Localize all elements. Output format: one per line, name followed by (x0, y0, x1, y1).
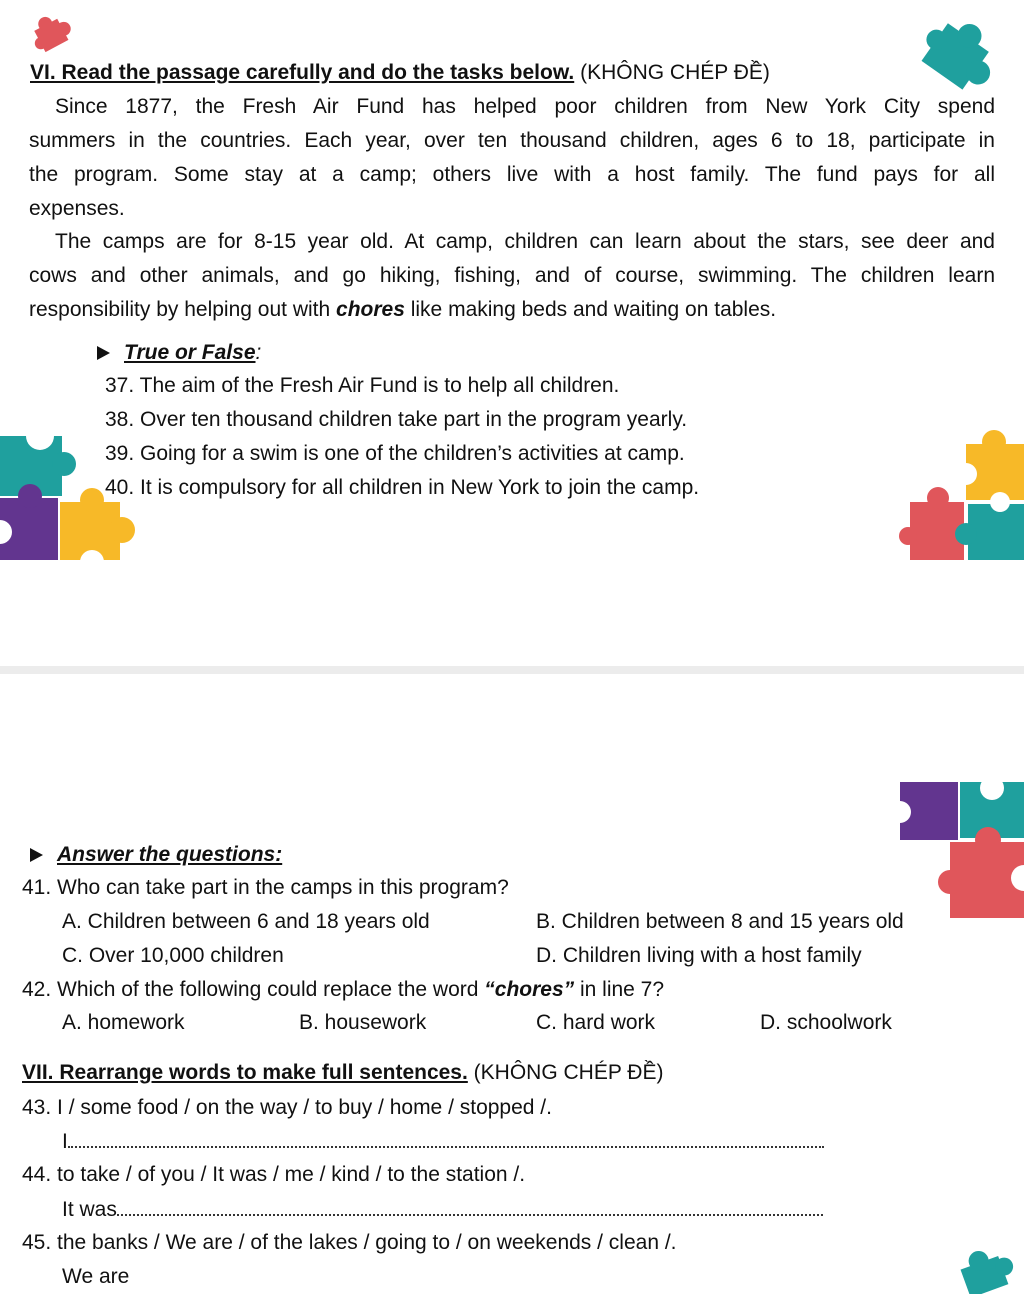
puzzle-piece-teal-icon (910, 14, 1002, 100)
section-vii-heading: VII. Rearrange words to make full sentences. (22, 1061, 468, 1084)
q41-option-b: B. Children between 8 and 15 years old (536, 910, 904, 933)
passage-line-7-after: like making beds and waiting on tables. (404, 298, 777, 321)
section-vii-heading-line (22, 1056, 663, 1090)
section-vi-note: (KHÔNG CHÉP ĐỀ) (580, 61, 770, 84)
passage-line-2: summers in the countries. Each year, over ten thousand children, ages 6 to 18, participate in (29, 129, 995, 152)
arrow-bullet-icon (30, 848, 43, 862)
passage-line-6: cows and other animals, and go hiking, fishing, and of course, swimming. The children learn (29, 264, 995, 287)
puzzle-cluster-right-icon (908, 424, 1024, 564)
section-vi-heading-line (30, 56, 770, 90)
rearrange-43-start: I (62, 1130, 68, 1153)
section-vi-heading: VI. Read the passage carefully and do the tasks below. (30, 61, 575, 84)
passage-line-7 (29, 293, 776, 327)
q42-option-b: B. housework (299, 1011, 427, 1034)
rearrange-43-prompt: 43. I / some food / on the way / to buy / home / stopped /. (22, 1096, 552, 1119)
q42-option-c: C. hard work (536, 1011, 656, 1034)
q41-option-d: D. Children living with a host family (536, 944, 862, 967)
puzzle-piece-red-icon (28, 10, 80, 58)
tf-item-40: 40. It is compulsory for all children in New York to join the camp. (105, 476, 700, 499)
question-42-after: in line 7? (574, 978, 665, 1001)
passage-line-3: the program. Some stay at a camp; others live with a host family. The fund pays for all (29, 163, 995, 186)
rearrange-44-start: It was (62, 1198, 117, 1221)
q41-option-a: A. Children between 6 and 18 years old (62, 910, 430, 933)
q42-option-a: A. homework (62, 1011, 185, 1034)
rearrange-43-answer-line (62, 1124, 824, 1159)
section-vii-note: (KHÔNG CHÉP ĐỀ) (473, 1061, 664, 1084)
rearrange-45-prompt: 45. the banks / We are / of the lakes / going to / on weekends / clean /. (22, 1231, 677, 1254)
passage-line-4: expenses. (29, 197, 125, 220)
rearrange-44-answer-line (62, 1192, 823, 1227)
puzzle-piece-bottom-teal-icon (948, 1250, 1018, 1280)
true-false-label: True or False (124, 341, 256, 364)
passage-word-chores: chores (336, 298, 405, 321)
tf-item-37: 37. The aim of the Fresh Air Fund is to help all children. (105, 374, 620, 397)
passage-line-5: The camps are for 8-15 year old. At camp, children can learn about the stars, see deer and (55, 230, 995, 253)
arrow-bullet-icon (97, 346, 110, 360)
puzzle-cluster-mid-right-icon (888, 782, 1024, 922)
passage-line-7-before: responsibility by helping out with (29, 298, 337, 321)
question-42 (22, 973, 664, 1007)
passage-line-1: Since 1877, the Fresh Air Fund has helped poor children from New York City spend (55, 95, 995, 118)
rearrange-45-start: We are (62, 1265, 130, 1288)
q41-option-c: C. Over 10,000 children (62, 944, 284, 967)
page-separator (0, 666, 1024, 674)
rearrange-44-blank[interactable] (117, 1192, 823, 1216)
rearrange-44-prompt: 44. to take / of you / It was / me / kind / to the station /. (22, 1163, 526, 1186)
rearrange-45-answer-line (62, 1260, 129, 1294)
question-41: 41. Who can take part in the camps in this program? (22, 876, 509, 899)
q42-option-d: D. schoolwork (760, 1011, 892, 1034)
true-false-label-line (97, 336, 261, 370)
rearrange-43-blank[interactable] (68, 1124, 824, 1148)
answer-questions-label-line (30, 838, 282, 872)
tf-item-38: 38. Over ten thousand children take part in the program yearly. (105, 408, 688, 431)
question-42-word: “chores” (484, 978, 575, 1001)
true-false-colon: : (255, 341, 262, 364)
question-42-before: 42. Which of the following could replace the word (22, 978, 485, 1001)
tf-item-39: 39. Going for a swim is one of the children’s activities at camp. (105, 442, 685, 465)
answer-questions-label: Answer the questions: (57, 843, 283, 866)
